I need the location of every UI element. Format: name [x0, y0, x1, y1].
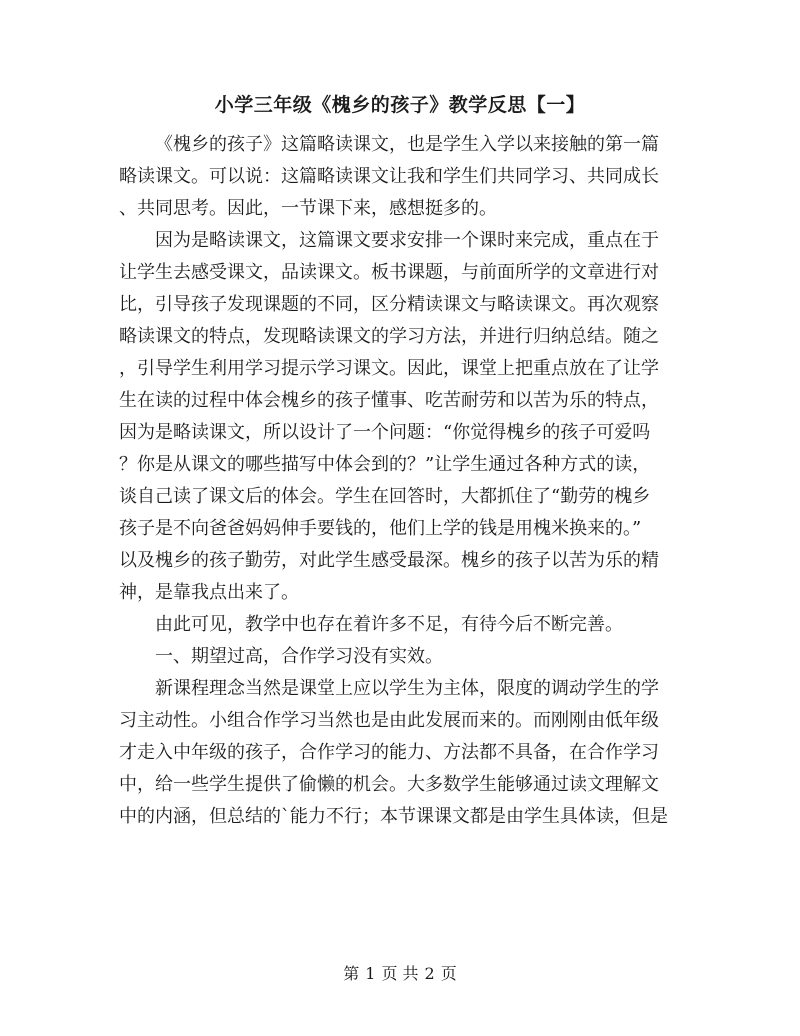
text-line: 神，是靠我点出来了。 [119, 582, 299, 603]
document-body [119, 129, 681, 833]
text-line: 略读课文的特点，发现略读课文的学习方法，并进行归纳总结。随之 [119, 326, 659, 347]
page-current-number: 1 [365, 964, 376, 983]
text-line: 中，给一些学生提供了偷懒的机会。大多数学生能够通过读文理解文 [119, 774, 659, 795]
text-line: 谈自己读了课文后的体会。学生在回答时，大都抓住了“勤劳的槐乡 [119, 486, 651, 507]
text-line: 才走入中年级的孩子，合作学习的能力、方法都不具备，在合作学习 [119, 742, 659, 763]
text-line: 因为是略读课文，这篇课文要求安排一个课时来完成，重点在于 [155, 230, 659, 251]
text-line: 比，引导孩子发现课题的不同，区分精读课文与略读课文。再次观察 [119, 294, 659, 315]
text-line: 一、期望过高，合作学习没有实效。 [155, 646, 443, 667]
text-line: 由此可见，教学中也存在着许多不足，有待今后不断完善。 [155, 614, 623, 635]
text-line: 因为是略读课文，所以设计了一个问题：“你觉得槐乡的孩子可爱吗 [119, 422, 651, 443]
text-line: 中的内涵，但总结的`能力不行；本节课课文都是由学生具体读，但是 [119, 806, 668, 827]
text-line: 以及槐乡的孩子勤劳，对此学生感受最深。槐乡的孩子以苦为乐的精 [119, 550, 659, 571]
document-title: 小学三年级《槐乡的孩子》教学反思【一】 [214, 94, 586, 116]
text-line: 、共同思考。因此，一节课下来，感想挺多的。 [119, 198, 497, 219]
page-label-mid: 页 共 [381, 964, 419, 983]
page-footer [0, 963, 800, 985]
text-line: ？你是从课文的哪些描写中体会到的？”让学生通过各种方式的读， [119, 454, 651, 475]
text-line: ，引导学生利用学习提示学习课文。因此，课堂上把重点放在了让学 [119, 358, 659, 379]
text-line: 孩子是不向爸爸妈妈伸手要钱的，他们上学的钱是用槐米换来的。” [119, 518, 642, 539]
text-line: 《槐乡的孩子》这篇略读课文，也是学生入学以来接触的第一篇 [155, 134, 659, 155]
text-line: 略读课文。可以说：这篇略读课文让我和学生们共同学习、共同成长 [119, 166, 659, 187]
text-line: 习主动性。小组合作学习当然也是由此发展而来的。而刚刚由低年级 [119, 710, 659, 731]
text-line: 让学生去感受课文，品读课文。板书课题，与前面所学的文章进行对 [119, 262, 659, 283]
page-total-number: 2 [424, 964, 435, 983]
text-line: 新课程理念当然是课堂上应以学生为主体，限度的调动学生的学 [155, 678, 659, 699]
page-label-suffix: 页 [440, 964, 457, 983]
page-label-prefix: 第 [343, 964, 360, 983]
text-line: 生在读的过程中体会槐乡的孩子懂事、吃苦耐劳和以苦为乐的特点， [119, 390, 659, 411]
